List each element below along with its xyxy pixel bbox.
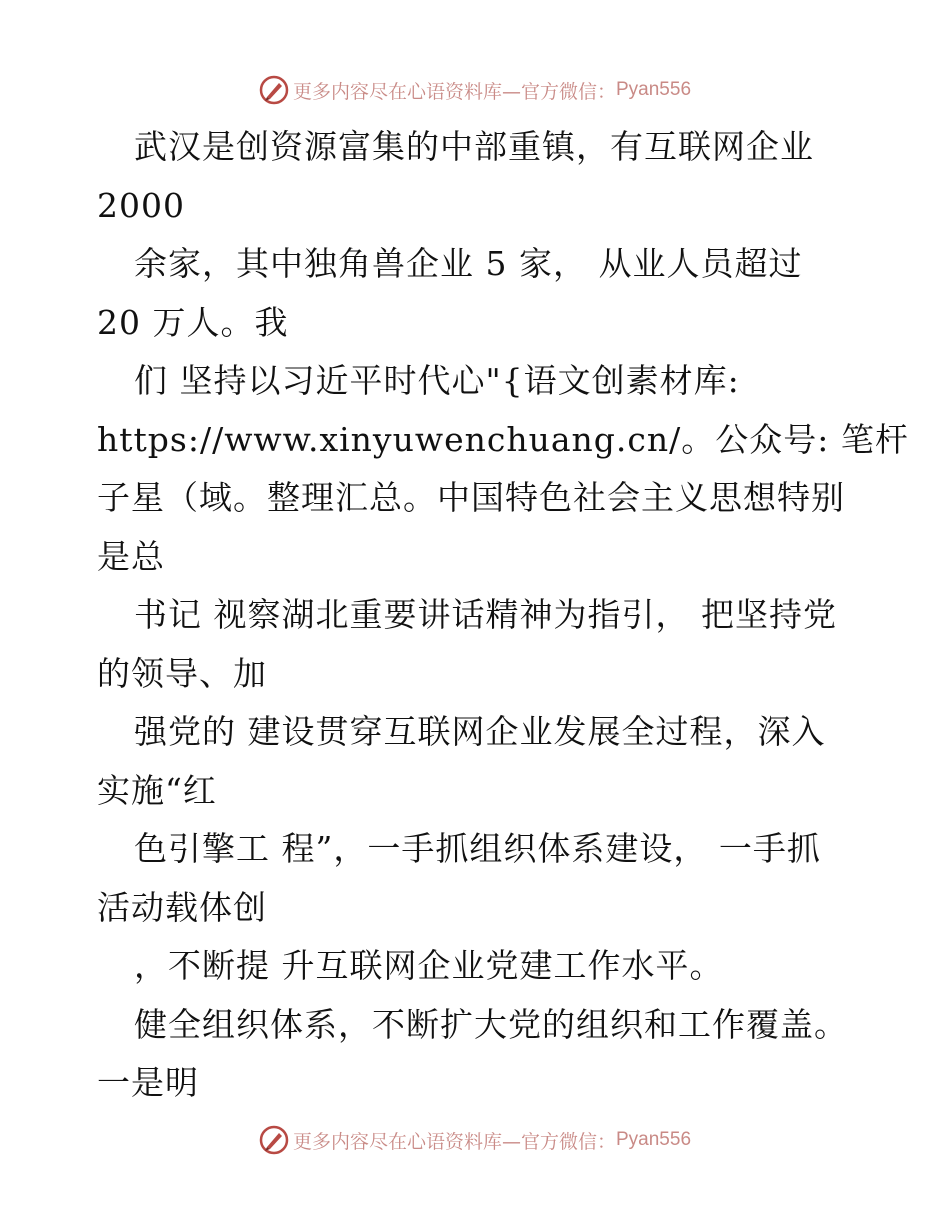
text-line: 色引擎工 程”，一手抓组织体系建设， 一手抓 [134, 829, 821, 868]
text-line: 子星（域。整理汇总。中国特色社会主义思想特别 [97, 478, 845, 517]
text-line: 2000 [97, 185, 185, 225]
text-line: 的领导、加 [97, 653, 267, 693]
text-line: 余家，其中独角兽企业 5 家， 从业人员超过 [134, 244, 803, 283]
watermark-text: 更多内容尽在心语资料库—官方微信： [292, 80, 616, 103]
document-body [97, 118, 909, 1113]
text-line: 实施“红 [97, 770, 217, 810]
watermark-wechat-id: Pyan556 [616, 79, 692, 100]
text-line: 是总 [97, 536, 165, 576]
text-line: 们 坚持以习近平时代心"{语文创素材库: [134, 361, 740, 400]
text-line: 书记 视察湖北重要讲话精神为指引， 把坚持党 [134, 595, 837, 634]
header-watermark [0, 70, 950, 110]
watermark-wechat-id: Pyan556 [616, 1129, 692, 1150]
text-line: 活动载体创 [97, 887, 267, 927]
text-line: 武汉是创资源富集的中部重镇，有互联网企业 [134, 127, 814, 166]
text-line: https://www.xinyuwenchuang.cn/。公众号: 笔杆 [97, 419, 909, 459]
text-line: 健全组织体系，不断扩大党的组织和工作覆盖。 [134, 1004, 848, 1044]
watermark-text: 更多内容尽在心语资料库—官方微信： [292, 1130, 616, 1153]
text-line: 一是明 [97, 1063, 199, 1102]
pen-logo-icon [259, 1125, 289, 1155]
pen-logo-icon [259, 75, 289, 105]
text-line: 强党的 建设贯穿互联网企业发展全过程，深入 [134, 712, 826, 751]
text-line: 20 万人。我 [97, 302, 289, 342]
footer-watermark [0, 1120, 950, 1160]
text-line: ，不断提 升互联网企业党建工作水平。 [134, 946, 724, 985]
